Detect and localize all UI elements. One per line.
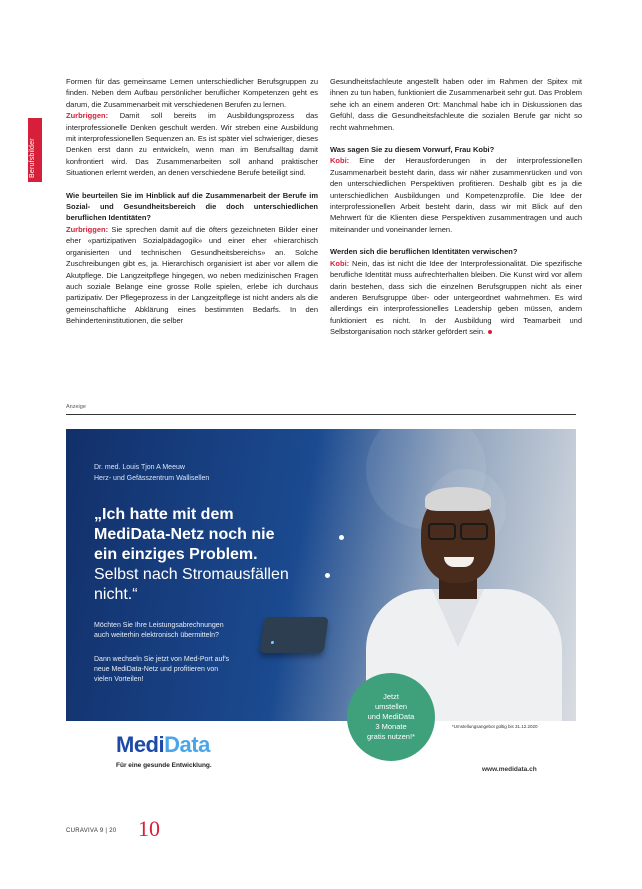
ad-text-line: neue MediData-Netz und profitieren von <box>94 666 219 673</box>
dot-icon <box>325 573 330 578</box>
person-name: Dr. med. Louis Tjon A Meeuw <box>94 464 185 471</box>
headline-line: ein einziges Problem. <box>94 546 258 563</box>
ad-question <box>94 621 264 641</box>
ad-disclaimer: *Umstellungsangebot gültig bis 31.12.2020 <box>452 724 538 729</box>
ad-url-link[interactable]: www.medidata.ch <box>482 766 537 773</box>
paragraph <box>66 224 318 327</box>
badge-line: und MediData <box>367 712 415 721</box>
text-column-right <box>330 76 582 338</box>
paragraph: Gesundheitsfachleute angestellt haben oder im Rahmen der Spitex mit ihnen zu tun haben, funktioniert die Zusammenarbeit sehr gut. Das Problem sehe ich an einem anderen Ort: Manchmal habe ich in Diskussionen das Gefühl, dass die Gesundheitsfachleute die sozialen Berufe gar nicht so recht wahrnehmen. <box>330 77 582 132</box>
person-affiliation: Herz- und Gefässzentrum Wallisellen <box>94 474 210 482</box>
paragraph-text: Damit soll bereits im Ausbildungsprozess das interprofessionelle Denken geschult werden. Wir streben eine Ausbildung mit interprofessionellen Sequenzen an. Es ist später viel schwieriger, dieses Denken erst dann zu entwickeln, wenn man im Berufsalltag damit konfrontiert wird. Das Zusammenarbeiten soll anhand praktischer Situationen erlernt werden, an denen verschiedene Berufe beteiligt sind. <box>66 111 318 178</box>
divider <box>66 414 576 415</box>
ad-offer-text <box>94 655 264 685</box>
dot-icon <box>339 535 344 540</box>
speaker-name: Kobi: <box>330 156 350 166</box>
paragraph <box>330 258 582 338</box>
headline-line: Selbst nach Stromausfällen <box>94 566 289 583</box>
badge-line: 3 Monate <box>375 722 407 731</box>
ad-label: Anzeige <box>66 404 86 410</box>
paragraph-text: Nein, das ist nicht die Idee der Interprofessionalität. Die spezifische berufliche Identität muss aufrechterhalten bleiben. Die Kunst wird vor allem darin bestehen, dass sich die einzelnen Berufsgruppen nicht als einer anderen Berufsgruppe über- oder untergeordnet wahrnehmen. Es wird allerdings ein interprofessionelles Leadership geben müssen, andern funktioniert es nicht. In der Ausbildung wird Teamarbeit und Selbstorganisation noch stärker gefördert sein. <box>330 258 582 337</box>
speaker-name: Kobi: <box>330 258 350 268</box>
section-label: Berufsbilder <box>29 138 36 178</box>
magazine-name: CURAVIVA 9 | 20 <box>66 828 117 834</box>
section-tab <box>28 118 42 182</box>
ad-headline <box>94 505 354 605</box>
interview-question: Wie beurteilen Sie im Hinblick auf die Zusammenarbeit der Berufe im Sozial- und Gesundheitsbereich die doch unterschiedlichen beruflichen Identitäten? <box>66 190 318 223</box>
speaker-name: Zurbriggen: <box>66 224 109 234</box>
headline-line: „Ich hatte mit dem <box>94 506 234 523</box>
medidata-logo[interactable] <box>116 732 210 758</box>
paragraph-text: Eine der Herausforderungen in der interprofessionellen Zusammenarbeit besteht darin, dass wir näher zusammenrücken und von den unterschiedlichen Perspektiven profitieren. Deshalb gibt es ja die unterschiedlichen Ausbildungen und Kompetenzprofile. Die Idee der interprofessionellen Arbeit besteht darin, dass wir mit Blick auf den Mehrwert für die Klienten diese Perspektiven zusammentragen und auch miteinander und voneinander lernen. <box>330 156 582 234</box>
glasses-icon <box>428 523 488 537</box>
ad-text-line: Dann wechseln Sie jetzt von Med-Port auf's <box>94 656 230 663</box>
logo-text: Data <box>164 732 210 757</box>
headline-line: nicht.“ <box>94 586 138 603</box>
interview-question: Werden sich die beruflichen Identitäten verwischen? <box>330 247 518 257</box>
hair <box>425 487 491 511</box>
logo-text: Medi <box>116 732 165 757</box>
paragraph: Formen für das gemeinsame Lernen unterschiedlicher Berufsgruppen zu finden. Neben dem Aufbau persönlicher beruflicher Kompetenzen geht es darum, die Zusammenarbeit mit verschiedenen Berufen zu lernen. <box>66 77 318 109</box>
text-column-left <box>66 76 318 327</box>
headline-line: MediData-Netz noch nie <box>94 526 275 543</box>
ad-text-line: Möchten Sie Ihre Leistungsabrechnungen <box>94 622 224 629</box>
badge-line: umstellen <box>374 702 408 711</box>
ad-tagline: Für eine gesunde Entwicklung. <box>116 762 212 769</box>
interview-question: Was sagen Sie zu diesem Vorwurf, Frau Kobi? <box>330 145 495 155</box>
badge-line: gratis nutzen!* <box>367 732 415 741</box>
badge-line: Jetzt <box>383 692 399 701</box>
paragraph <box>330 155 582 235</box>
speaker-name: Zurbriggen: <box>66 111 109 121</box>
ad-text-line: auch weiterhin elektronisch übermitteln? <box>94 632 219 639</box>
page-number: 10 <box>138 816 160 841</box>
advertisement[interactable] <box>66 429 576 721</box>
end-mark-icon <box>488 330 492 334</box>
ad-text-line: vielen Vorteilen! <box>94 676 144 683</box>
offer-badge[interactable] <box>347 673 435 761</box>
paragraph-text: Sie sprechen damit auf die öfters gezeichneten Bilder einer eher «partizipativen Sozialpädagogik» und einer eher «hierarchisch organisierten und technischen Gesundheitsbereichs» an. Solche Zuschreibungen gibt es, ja. Hierarchisch organisiert ist aber vor allem die Akutpflege. Die Langzeitpflege hingegen, wo neben medizinischen Fragen auch soziale Belange eine grosse Rolle spielen, erlebe ich durchaus partizipativ. Der Pflegeprozess in der Langzeitpflege ist nicht anders als die gemeinschaftliche Abklärung eines bestimmten Bedarfs. In den Behinderteninstitutionen, die selber <box>66 224 318 326</box>
ad-person-name <box>94 463 209 484</box>
router-device-icon <box>259 617 328 653</box>
paragraph <box>66 110 318 178</box>
